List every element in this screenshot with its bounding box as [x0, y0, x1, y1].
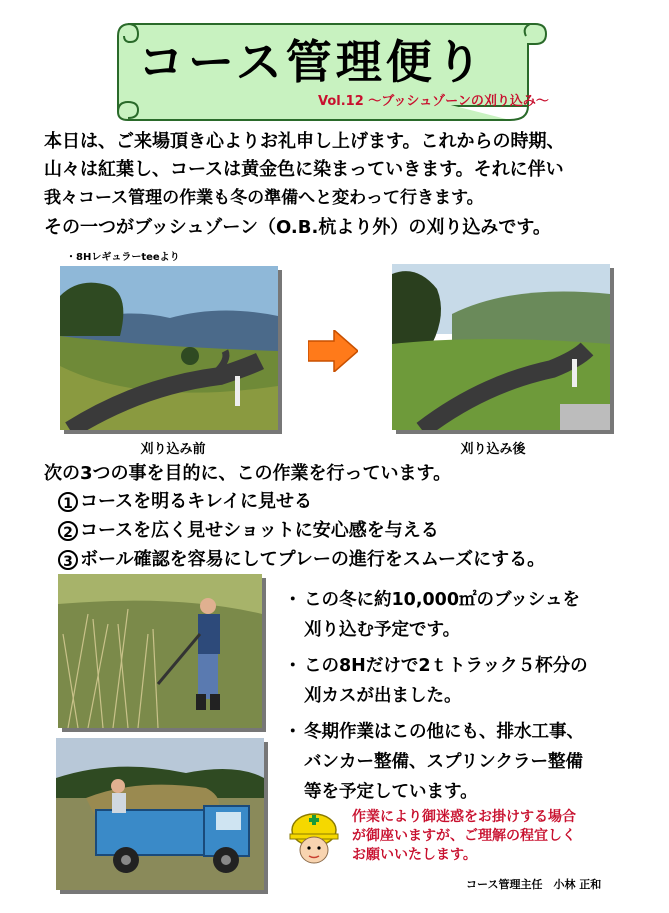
intro-line-4: その一つがブッシュゾーン（O.B.杭より外）の刈り込みです。 [44, 217, 551, 238]
signature: コース管理主任 小林 正和 [466, 878, 602, 891]
bullet-line: バンカー整備、スプリンクラー整備 [304, 752, 583, 772]
bullet-dot: ・ [284, 722, 302, 742]
bullet-item-2 [284, 652, 644, 712]
worker-mascot-icon [284, 808, 344, 868]
caption-after: 刈り込み後 [460, 442, 526, 457]
photo-worker-cutting [58, 574, 262, 728]
bullet-item-3 [284, 718, 644, 808]
bullet-dot: ・ [284, 590, 302, 610]
caption-before: 刈り込み前 [140, 442, 206, 457]
bullet-line: 刈カスが出ました。 [304, 686, 462, 706]
purpose-item-text: ボール確認を容易にしてプレーの進行をスムーズにする。 [80, 549, 546, 570]
page-subtitle: Vol.12 ～ブッシュゾーンの刈り込み～ [318, 94, 549, 109]
purpose-item-1 [58, 490, 312, 514]
intro-line-3: 我々コース管理の作業も冬の準備へと変わって行きます。 [44, 188, 484, 208]
purpose-item-3 [58, 548, 545, 572]
notice-line-1: 作業により御迷惑をお掛けする場合 [352, 809, 576, 825]
notice-line-3: お願いいたします。 [352, 847, 477, 863]
bullet-item-1 [284, 586, 644, 646]
notice-line-2: が御座いますが、ご理解の程宜しく [352, 828, 576, 844]
number-badge: 2 [58, 521, 78, 541]
purpose-item-text: コースを明るキレイに見せる [80, 491, 313, 512]
bullet-dot: ・ [284, 656, 302, 676]
photo-before [60, 266, 278, 430]
photo-dump-truck [56, 738, 264, 890]
bullet-line: 冬期作業はこの他にも、排水工事、 [304, 722, 584, 742]
bullet-line: この冬に約10,000㎡のブッシュを [304, 590, 580, 610]
purpose-lead: 次の3つの事を目的に、この作業を行っています。 [44, 463, 452, 484]
arrow-right-icon [308, 330, 358, 372]
bullet-line: 等を予定しています。 [304, 782, 478, 802]
number-badge: 3 [58, 550, 78, 570]
purpose-item-text: コースを広く見せショットに安心感を与える [80, 520, 439, 541]
page-title: コース管理便り [138, 35, 486, 89]
number-badge: 1 [58, 492, 78, 512]
purpose-item-2 [58, 519, 439, 543]
intro-line-2: 山々は紅葉し、コースは黄金色に染まっていきます。それに伴い [44, 159, 564, 180]
bullet-line: この8Hだけで2ｔトラック５杯分の [304, 656, 588, 676]
bullet-line: 刈り込む予定です。 [304, 620, 461, 640]
photo-after [392, 264, 610, 430]
photo-note: ・8Hレギュラーteeより [66, 252, 180, 263]
intro-line-1: 本日は、ご来場頂き心よりお礼申し上げます。これからの時期、 [44, 131, 565, 152]
